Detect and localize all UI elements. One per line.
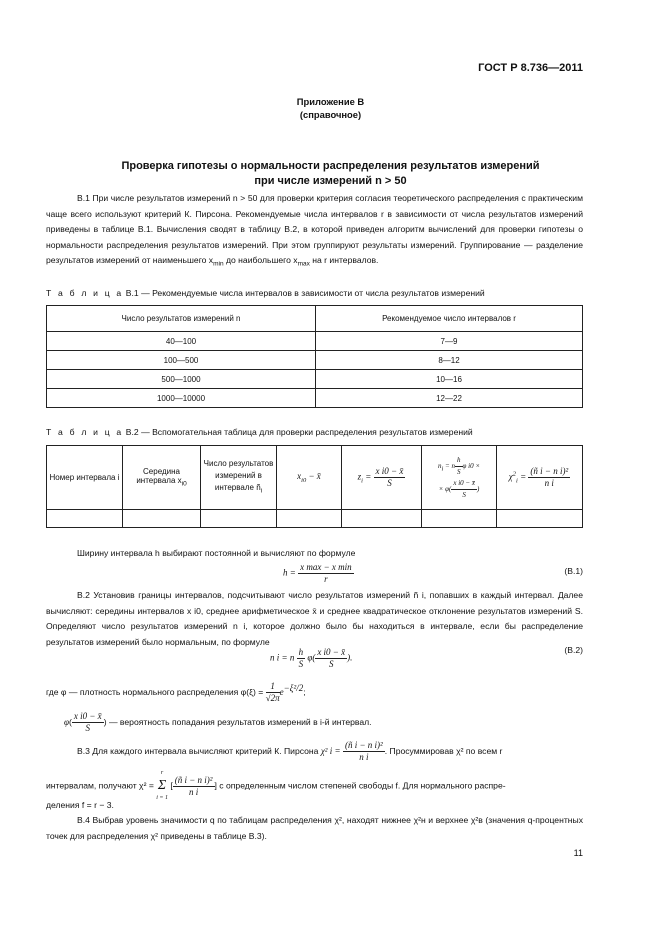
table2-h6-num: h bbox=[455, 455, 463, 467]
paragraph-b3-sum bbox=[156, 768, 168, 804]
paragraph-b1-tail2: на r интервалов. bbox=[309, 255, 379, 265]
formula-b2-den: S bbox=[298, 659, 304, 669]
formula-b2-left: n i = n bbox=[270, 652, 295, 663]
table2-h6-left: n bbox=[437, 461, 442, 470]
table2-h4: x bbox=[297, 471, 302, 482]
table2-header-cell bbox=[277, 446, 342, 510]
paragraph-b1-tail1: до наибольшего x bbox=[223, 255, 298, 265]
phi-text: — вероятность попадания результатов измерений в i-й интервал. bbox=[106, 716, 372, 727]
table-cell bbox=[497, 510, 583, 528]
table1-caption-word: Т а б л и ц а bbox=[46, 288, 124, 298]
table2-h3: Число результатов измерений в интервале ñ bbox=[203, 458, 274, 492]
table-cell bbox=[47, 510, 123, 528]
table-cell: 7—9 bbox=[316, 332, 583, 351]
table2-h7-eq: = bbox=[517, 471, 529, 482]
table2-h5-left: z bbox=[357, 471, 362, 482]
paragraph-b3-f2-den: n i bbox=[188, 786, 199, 797]
section-title-line1: Проверка гипотезы о нормальности распределения результатов измерений bbox=[121, 160, 540, 172]
table2-h3-sub: i bbox=[260, 487, 263, 495]
table2-h6-phi: φ bbox=[462, 461, 467, 470]
table-cell bbox=[201, 510, 277, 528]
table2-h4-tail: − x̄ bbox=[306, 471, 321, 482]
paragraph-b3-f1-fraction bbox=[343, 740, 385, 763]
paragraph-b3-f1-num: (ñ i − n i)² bbox=[344, 740, 383, 750]
where-line bbox=[46, 681, 306, 704]
phi-symbol: φ bbox=[64, 716, 69, 727]
formula-b2-fraction bbox=[297, 647, 306, 670]
formula-b1-den: r bbox=[324, 574, 328, 584]
table2-h6-cont: × φ bbox=[438, 484, 450, 493]
formula-b2: n i = n $\frac{h}{S}$ φ( $\frac{\text{x i0 − x̄}}{S}$ ). bbox=[270, 647, 353, 669]
where-exp: e bbox=[279, 686, 284, 697]
paragraph-b1-sub-max: max bbox=[297, 260, 310, 268]
table2-h6-sub: i bbox=[441, 465, 444, 472]
paragraph-b3-e: деления f = r − 3. bbox=[46, 800, 114, 810]
paragraph-b1-sub-min: min bbox=[213, 260, 224, 268]
formula-b1-left: h = bbox=[283, 567, 296, 578]
paragraph-b3-sum-bot: i = 1 bbox=[156, 795, 168, 801]
table2-h5-fraction bbox=[374, 466, 406, 489]
document-code: ГОСТ Р 8.736—2011 bbox=[478, 62, 583, 74]
formula-b2-label: (В.2) bbox=[564, 645, 583, 655]
paragraph-b1 bbox=[46, 191, 583, 272]
where-sup: −ξ²/2 bbox=[283, 682, 304, 693]
table2-h6-line1 bbox=[422, 455, 496, 478]
paragraph-b2 bbox=[46, 588, 583, 650]
where-lead: где φ — плотность нормального распределения φ(ξ) = bbox=[46, 686, 264, 697]
paragraph-b3-f2-num: (ñ i − n i)² bbox=[174, 774, 213, 785]
table2-h7-num: (ñ i − n i)² bbox=[530, 466, 569, 476]
where-tail: ; bbox=[303, 686, 306, 697]
table2-h2-sub: i0 bbox=[181, 480, 187, 488]
table2-h5-den: S bbox=[387, 478, 392, 488]
paragraph-b3-d: с определенным числом степеней свободы f. Для нормального распре- bbox=[219, 780, 506, 791]
table1-header-row bbox=[47, 306, 583, 332]
table1-caption-text: В.1 — Рекомендуемые числа интервалов в зависимости от числа результатов измерений bbox=[125, 288, 485, 298]
paragraph-b3-c: интервалам, получают χ² = bbox=[46, 780, 154, 791]
table2-header-cell bbox=[422, 446, 497, 510]
table-b1 bbox=[46, 305, 583, 408]
paragraph-b3-f2-fraction bbox=[173, 775, 215, 798]
table2-h6-eq: = n bbox=[443, 461, 455, 470]
section-title bbox=[0, 159, 661, 189]
section-title-line2: при числе измерений n > 50 bbox=[254, 175, 407, 187]
table2-h4-sub: i0 bbox=[301, 476, 307, 484]
paragraph-b3-b: . Просуммировав χ² по всем r bbox=[384, 745, 503, 756]
table2-header-cell bbox=[342, 446, 422, 510]
formula-b1-num: x max − x min bbox=[300, 562, 352, 572]
formula-intro bbox=[46, 546, 583, 562]
table-cell: 1000—10000 bbox=[47, 389, 316, 408]
table-cell: 10—16 bbox=[316, 370, 583, 389]
table2-h7-fraction bbox=[528, 466, 570, 489]
table2-h1: Номер интервала i bbox=[49, 473, 120, 482]
table-row bbox=[47, 351, 583, 370]
table2-h6-line2: × φ( $\frac{\text{x i0 − x̄}}{S}$ ) bbox=[438, 478, 480, 499]
table-row bbox=[47, 389, 583, 408]
table2-h7-sub: i bbox=[516, 477, 518, 485]
table2-header-row bbox=[47, 446, 583, 510]
phi-fraction bbox=[72, 711, 104, 734]
formula-b1-fraction bbox=[298, 562, 354, 585]
table2-header-cell bbox=[123, 446, 201, 510]
formula-b2-den2: S bbox=[328, 659, 334, 669]
paragraph-b3-f1: χ² i = bbox=[320, 745, 341, 756]
table2-caption-word: Т а б л и ц а bbox=[46, 427, 124, 437]
table-cell: 8—12 bbox=[316, 351, 583, 370]
table-cell bbox=[342, 510, 422, 528]
appendix-name: Приложение В bbox=[296, 96, 365, 107]
table2-header-cell bbox=[201, 446, 277, 510]
paragraph-b1-text: В.1 При числе результатов измерений n > 50 для проверки критерия согласия теоретического распределения с практическим чаще всего используют критерий К. Пирсона. Рекомендуемые числа интервалов r в зависимости от числа результатов измерений приведены в таблице В.1. Вычисления сводят в таблицу В.2, в которой приведен алгоритм вычислений для проверки гипотезы о нормальности распределения результатов измерений. При этом группируют результаты измерений. Группирование — разделение результатов измерений от наименьшего x bbox=[46, 193, 583, 265]
where-fraction bbox=[266, 681, 280, 704]
table2-h5-eq: = bbox=[362, 471, 374, 482]
table-row bbox=[47, 510, 583, 528]
table-cell bbox=[277, 510, 342, 528]
table-cell bbox=[123, 510, 201, 528]
formula-b2-num2: x i0 − x̄ bbox=[317, 647, 346, 657]
paragraph-b4 bbox=[46, 813, 583, 844]
table2-h6-fraction2 bbox=[451, 478, 477, 501]
paragraph-b4-text: В.4 Выбрав уровень значимости q по таблицам распределения χ², находят нижнее χ²н и верхнее χ²в (значения q-процентных точек для распределения χ² приведены в таблице В.3). bbox=[46, 815, 583, 841]
table1-header-cell: Число результатов измерений n bbox=[47, 306, 316, 332]
table-cell: 500—1000 bbox=[47, 370, 316, 389]
table2-header-cell bbox=[497, 446, 583, 510]
phi-num: x i0 − x̄ bbox=[73, 711, 102, 721]
phi-den: S bbox=[85, 723, 91, 733]
table2-h2: Середина интервала x bbox=[136, 467, 182, 486]
paragraph-b3-sum-top: r bbox=[160, 770, 164, 776]
page-number: 11 bbox=[573, 848, 583, 858]
appendix-kind: (справочное) bbox=[299, 109, 362, 120]
table-cell: 40—100 bbox=[47, 332, 316, 351]
table-cell bbox=[422, 510, 497, 528]
paragraph-b3-line2: интервалам, получают χ² = r Σ i = 1 [ $\frac{\text{(ñ i − n i)²}}{\text{n i}}$ ] с определенным числом степеней свободы f. Для нормального распре- bbox=[46, 768, 583, 804]
table2-h7-den: n i bbox=[544, 478, 554, 488]
table-cell: 12—22 bbox=[316, 389, 583, 408]
formula-intro-text: Ширину интервала h выбирают постоянной и вычисляют по формуле bbox=[77, 548, 356, 558]
table2-caption bbox=[46, 427, 473, 437]
table2-h7-sup: 2 bbox=[512, 470, 517, 478]
table-row bbox=[47, 332, 583, 351]
formula-b2-phi: φ bbox=[307, 652, 313, 663]
formula-b2-num: h bbox=[298, 647, 304, 657]
table1-caption bbox=[46, 288, 485, 298]
table-cell: 100—500 bbox=[47, 351, 316, 370]
phi-line: φ( $\frac{\text{x i0 − x̄}}{S}$ ) — вероятность попадания результатов измерений в i-й интервал. bbox=[64, 711, 372, 733]
formula-b1-label: (В.1) bbox=[564, 566, 583, 576]
table2-h6-den: S bbox=[457, 467, 461, 476]
table2-h5-sub: i bbox=[361, 477, 363, 485]
table1-header-cell: Рекомендуемое число интервалов r bbox=[316, 306, 583, 332]
table2-h6-num2: x i0 − x̄ bbox=[451, 478, 477, 490]
paragraph-b3-line1 bbox=[46, 740, 583, 763]
paragraph-b3-sum-sign: Σ bbox=[157, 778, 167, 793]
formula-b2-fraction2 bbox=[315, 647, 347, 670]
table2-h6-z: i0 × bbox=[466, 461, 481, 470]
table-row bbox=[47, 370, 583, 389]
table2-h6-den2: S bbox=[462, 490, 466, 499]
paragraph-b2-text: В.2 Установив границы интервалов, подсчитывают число результатов измерений ñ i, попавших в каждый интервал. Далее вычисляют: середины интервалов x i0, среднее арифметическое x̄ и среднее квадратическое отклонение результатов измерений S. Определяют число результатов измерений n i, которое должно было бы находиться в интервале, если бы распределение результатов измерений было нормальным, по формуле bbox=[46, 590, 583, 647]
where-num: 1 bbox=[266, 681, 280, 693]
formula-b1 bbox=[283, 562, 354, 585]
table2-h5-num: x i0 − x̄ bbox=[375, 466, 404, 476]
table-b2 bbox=[46, 445, 583, 528]
table2-caption-text: В.2 — Вспомогательная таблица для проверки распределения результатов измерений bbox=[125, 427, 473, 437]
table2-h7-left: χ bbox=[508, 471, 513, 482]
paragraph-b3-a: В.3 Для каждого интервала вычисляют критерий К. Пирсона bbox=[77, 745, 319, 756]
where-den: √2π bbox=[265, 693, 280, 703]
table2-h6-fraction bbox=[455, 455, 463, 478]
table2-header-cell bbox=[47, 446, 123, 510]
paragraph-b3-f1-den: n i bbox=[359, 752, 369, 762]
